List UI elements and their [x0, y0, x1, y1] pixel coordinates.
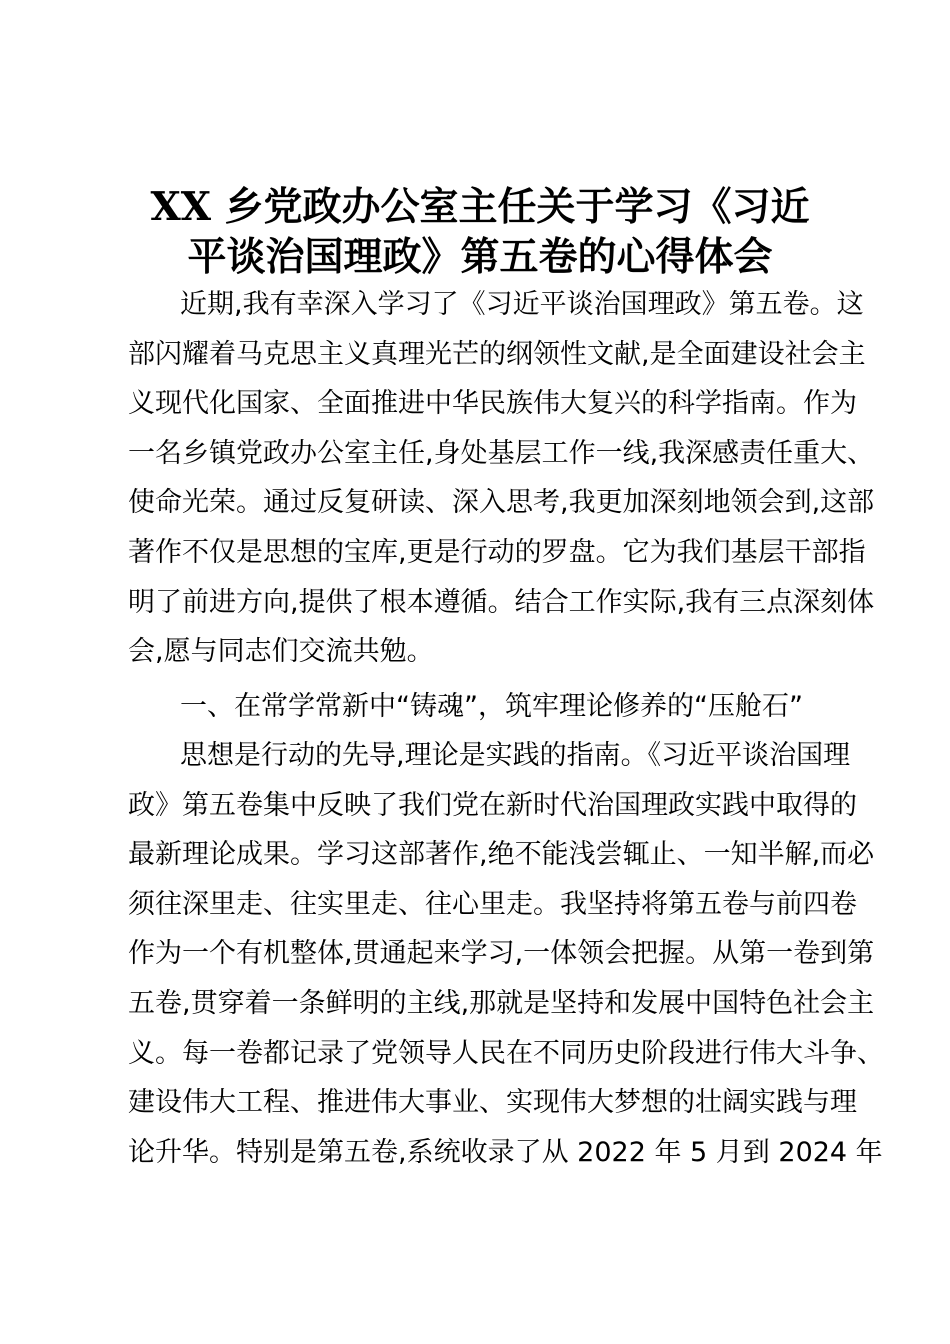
text-line: 最新理论成果。学习这部著作,绝不能浅尝辄止、一知半解,而必 [128, 839, 875, 871]
text-line: 思想是行动的先导,理论是实践的指南。《习近平谈治国理 [180, 740, 851, 771]
text-line: 论升华。特别是第五卷,系统收录了从 2022 年 5 月到 2024 年 [128, 1136, 883, 1168]
text-line: 一名乡镇党政办公室主任,身处基层工作一线,我深感责任重大、 [128, 437, 875, 469]
section-heading [128, 682, 830, 732]
document-title [120, 182, 840, 282]
paragraph-intro [128, 280, 875, 677]
text-line: 部闪耀着马克思主义真理光芒的纲领性文献,是全面建设社会主 [128, 338, 866, 370]
text-line: 须往深里走、往实里走、往心里走。我坚持将第五卷与前四卷 [128, 888, 857, 920]
heading-text: 一、在常学常新中“铸魂”，筑牢理论修养的“压舱石” [180, 691, 803, 722]
text-line: 作为一个有机整体,贯通起来学习,一体领会把握。从第一卷到第 [128, 938, 875, 970]
text-line: 著作不仅是思想的宝库,更是行动的罗盘。它为我们基层干部指 [128, 536, 866, 568]
text-line: 会,愿与同志们交流共勉。 [128, 636, 434, 668]
text-line: 近期,我有幸深入学习了《习近平谈治国理政》第五卷。这 [180, 289, 864, 320]
text-line: 义。每一卷都记录了党领导人民在不同历史阶段进行伟大斗争、 [128, 1037, 884, 1069]
text-line: 使命光荣。通过反复研读、深入思考,我更加深刻地领会到,这部 [128, 487, 875, 519]
text-line: 建设伟大工程、推进伟大事业、实现伟大梦想的壮阔实践与理 [128, 1087, 857, 1119]
paragraph-section-1 [128, 731, 884, 1177]
text-line: 政》第五卷集中反映了我们党在新时代治国理政实践中取得的 [128, 789, 857, 821]
text-line: 明了前进方向,提供了根本遵循。结合工作实际,我有三点深刻体 [128, 586, 875, 618]
title-line: XX 乡党政办公室主任关于学习《习近 [150, 184, 810, 230]
title-line: 平谈治国理政》第五卷的心得体会 [187, 234, 773, 280]
text-line: 五卷,贯穿着一条鲜明的主线,那就是坚持和发展中国特色社会主 [128, 987, 875, 1019]
text-line: 义现代化国家、全面推进中华民族伟大复兴的科学指南。作为 [128, 388, 857, 420]
